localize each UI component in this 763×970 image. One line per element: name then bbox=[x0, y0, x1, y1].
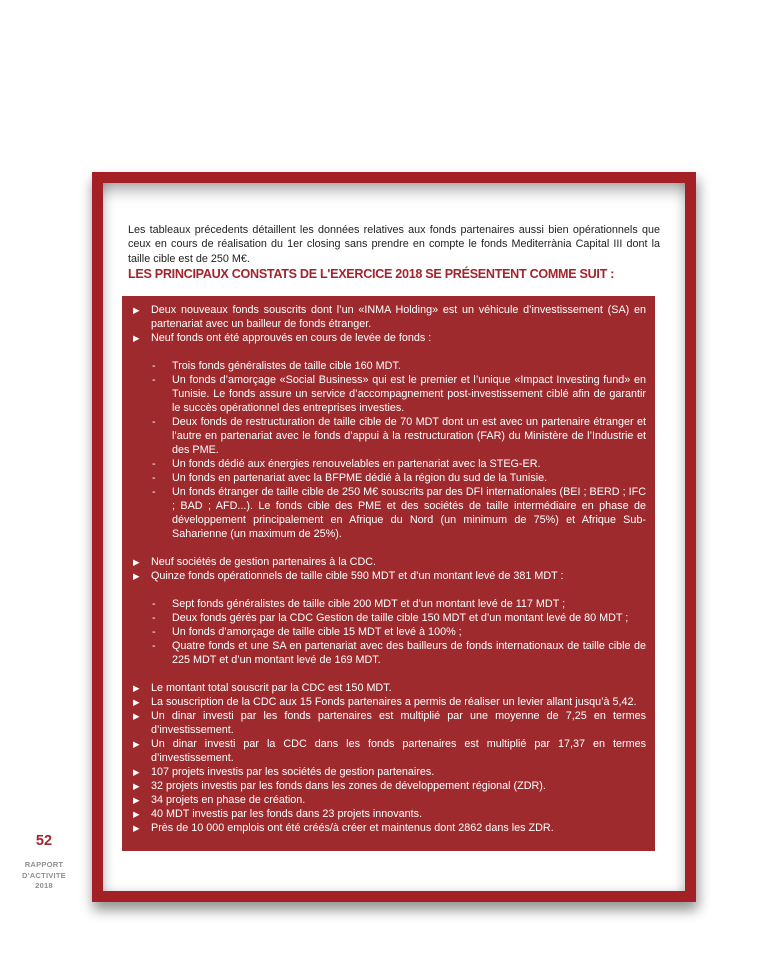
triangle-bullet-icon: ▶ bbox=[133, 683, 140, 693]
bullet-item bbox=[122, 681, 646, 695]
bullet-item bbox=[122, 555, 646, 569]
bullet-item bbox=[122, 807, 646, 821]
item-text: Un dinar investi par les fonds partenaires est multiplié par une moyenne de 7,25 en termes d’investissement. bbox=[151, 710, 646, 736]
sub-item bbox=[122, 639, 646, 667]
item-text: Deux fonds gérés par la CDC Gestion de taille cible 150 MDT et d’un montant levé de 80 MDT ; bbox=[172, 612, 629, 624]
sub-item bbox=[122, 471, 646, 485]
page-footer bbox=[14, 833, 74, 892]
sub-item bbox=[122, 359, 646, 373]
item-text: 107 projets investis par les sociétés de gestion partenaires. bbox=[151, 766, 435, 778]
sub-item bbox=[122, 597, 646, 611]
report-caption bbox=[14, 860, 74, 892]
sub-item bbox=[122, 373, 646, 415]
red-page-frame bbox=[92, 172, 696, 902]
report-caption-line: 2018 bbox=[35, 881, 53, 891]
sub-item bbox=[122, 611, 646, 625]
triangle-bullet-icon: ▶ bbox=[133, 781, 140, 791]
item-text: Un fonds dédié aux énergies renouvelables en partenariat avec la STEG-ER. bbox=[172, 458, 541, 470]
item-text: La souscription de la CDC aux 15 Fonds partenaires a permis de réaliser un levier allant jusqu’à 5,42. bbox=[151, 696, 637, 708]
dash-icon: - bbox=[152, 360, 156, 372]
item-text: Un fonds en partenariat avec la BFPME dédié à la région du sud de la Tunisie. bbox=[172, 472, 548, 484]
constats-box bbox=[122, 296, 655, 851]
item-text: Un fonds étranger de taille cible de 250 M€ souscrits par des DFI internationales (BEI ; BERD ; IFC ; BAD ; AFD...). Le fonds cible des PME et des sociétés de taille intermédiaire en phase de développement principalement en Afrique du Nord (un minimum de 75%) et Afrique Sub-Saharienne (un maximum de 25%). bbox=[172, 486, 646, 540]
item-text: 40 MDT investis par les fonds dans 23 projets innovants. bbox=[151, 808, 423, 820]
sub-item bbox=[122, 415, 646, 457]
bullet-item bbox=[122, 303, 646, 331]
triangle-bullet-icon: ▶ bbox=[133, 795, 140, 805]
triangle-bullet-icon: ▶ bbox=[133, 557, 140, 567]
item-text: Deux fonds de restructuration de taille cible de 70 MDT dont un est avec un partenaire étranger et l’autre en partenariat avec le fonds d’appui à la restructuration (FAR) du Ministère de l’Industrie et des PME. bbox=[172, 416, 646, 456]
report-caption-line: RAPPORT bbox=[24, 860, 64, 869]
item-text: Un fonds d’amorçage «Social Business» qui est le premier et l’unique «Impact Investing fund» en Tunisie. Le fonds assure un service d’accompagnement post-investissement ciblé afin de garantir le succès opérationnel des entreprises investies. bbox=[172, 374, 646, 414]
constats-list bbox=[122, 303, 646, 835]
item-text: Neuf sociétés de gestion partenaires à la CDC. bbox=[151, 556, 377, 568]
triangle-bullet-icon: ▶ bbox=[133, 333, 140, 343]
triangle-bullet-icon: ▶ bbox=[133, 809, 140, 819]
bullet-item bbox=[122, 765, 646, 779]
dash-icon: - bbox=[152, 486, 156, 498]
item-text: Un dinar investi par la CDC dans les fonds partenaires est multiplié par 17,37 en termes d’investissement. bbox=[151, 738, 646, 764]
bullet-item bbox=[122, 709, 646, 737]
triangle-bullet-icon: ▶ bbox=[133, 823, 140, 833]
section-title: LES PRINCIPAUX CONSTATS DE L'EXERCICE 2018 SE PRÉSENTENT COMME SUIT : bbox=[128, 267, 615, 281]
item-text: Près de 10 000 emplois ont été créés/à créer et maintenus dont 2862 dans les ZDR. bbox=[151, 822, 554, 834]
sub-item bbox=[122, 457, 646, 471]
item-text: 32 projets investis par les fonds dans les zones de développement régional (ZDR). bbox=[151, 780, 546, 792]
item-text: Deux nouveaux fonds souscrits dont l’un «INMA Holding» est un véhicule d’investissement (SA) en partenariat avec un bailleur de fonds étranger. bbox=[151, 304, 646, 330]
triangle-bullet-icon: ▶ bbox=[133, 571, 140, 581]
item-text: Neuf fonds ont été approuvés en cours de levée de fonds : bbox=[151, 332, 432, 344]
dash-icon: - bbox=[152, 472, 156, 484]
dash-icon: - bbox=[152, 374, 156, 386]
bullet-item bbox=[122, 821, 646, 835]
dash-icon: - bbox=[152, 640, 156, 652]
item-text: Quatre fonds et une SA en partenariat avec des bailleurs de fonds internationaux de taille cible de 225 MDT et d’un montant levé de 169 MDT. bbox=[172, 640, 646, 666]
dash-icon: - bbox=[152, 458, 156, 470]
sub-item bbox=[122, 485, 646, 541]
item-text: 34 projets en phase de création. bbox=[151, 794, 306, 806]
item-text: Quinze fonds opérationnels de taille cible 590 MDT et d’un montant levé de 381 MDT : bbox=[151, 570, 564, 582]
triangle-bullet-icon: ▶ bbox=[133, 697, 140, 707]
triangle-bullet-icon: ▶ bbox=[133, 305, 140, 315]
bullet-item bbox=[122, 779, 646, 793]
dash-icon: - bbox=[152, 626, 156, 638]
item-text: Trois fonds généralistes de taille cible 160 MDT. bbox=[172, 360, 401, 372]
triangle-bullet-icon: ▶ bbox=[133, 767, 140, 777]
triangle-bullet-icon: ▶ bbox=[133, 739, 140, 749]
item-text: Le montant total souscrit par la CDC est 150 MDT. bbox=[151, 682, 392, 694]
intro-paragraph: Les tableaux précedents détaillent les données relatives aux fonds partenaires aussi bien opérationnels que ceux en cours de réalisation du 1er closing sans prendre en compte le fonds Mediterrània Capital III dont la taille cible est de 250 M€. bbox=[128, 223, 660, 265]
item-text: Sept fonds généralistes de taille cible 200 MDT et d’un montant levé de 117 MDT ; bbox=[172, 598, 566, 610]
page-content-area bbox=[103, 183, 685, 891]
bullet-item bbox=[122, 331, 646, 345]
bullet-item bbox=[122, 569, 646, 583]
report-caption-line: D'ACTIVITE bbox=[22, 870, 66, 880]
dash-icon: - bbox=[152, 416, 156, 428]
bullet-item bbox=[122, 737, 646, 765]
bullet-item bbox=[122, 695, 646, 709]
item-text: Un fonds d’amorçage de taille cible 15 MDT et levé à 100% ; bbox=[172, 626, 462, 638]
triangle-bullet-icon: ▶ bbox=[133, 711, 140, 721]
dash-icon: - bbox=[152, 612, 156, 624]
bullet-item bbox=[122, 793, 646, 807]
dash-icon: - bbox=[152, 598, 156, 610]
sub-item bbox=[122, 625, 646, 639]
page-number: 52 bbox=[35, 833, 53, 849]
